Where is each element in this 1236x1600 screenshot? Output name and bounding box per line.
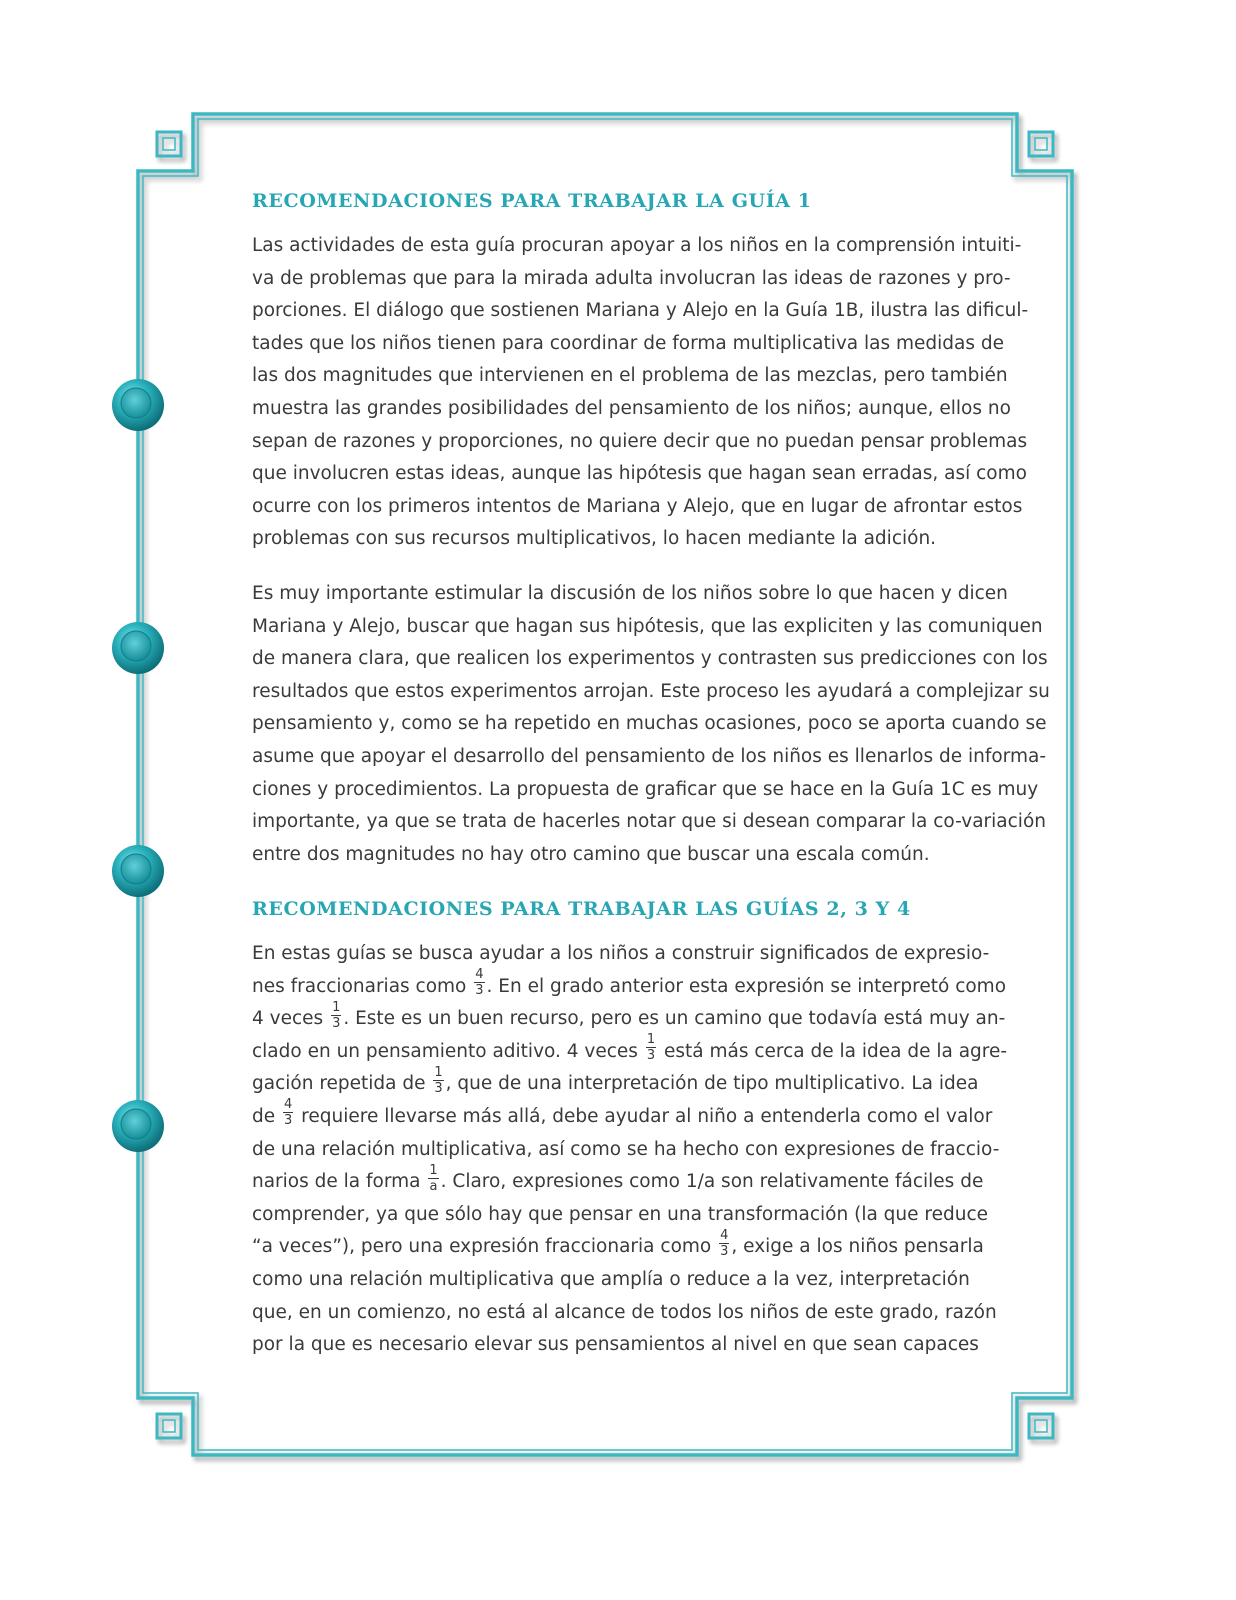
line-text: como una relación multiplicativa que amplía o reduce a la vez, interpretación <box>252 1268 970 1290</box>
text-line <box>252 1227 1032 1264</box>
line-text-after: , que de una interpretación de tipo multiplicativo. La idea <box>445 1073 979 1095</box>
text-line: sepan de razones y proporciones, no quiere decir que no puedan pensar problemas <box>252 430 1028 452</box>
text-line: Mariana y Alejo, buscar que hagan sus hipótesis, que las expliciten y las comuniquen <box>252 615 1043 637</box>
line-text-before: gación repetida de <box>252 1073 432 1095</box>
line-text-before: 4 veces <box>252 1008 330 1030</box>
line-text: por la que es necesario elevar sus pensamientos al nivel en que sean capaces <box>252 1334 979 1356</box>
line-text-before: clado en un pensamiento aditivo. 4 veces <box>252 1040 644 1062</box>
fraction-numerator: 4 <box>475 967 484 983</box>
text-line <box>252 1297 1032 1330</box>
fraction-numerator: 1 <box>332 999 341 1015</box>
text-line: tades que los niños tienen para coordinar de forma multiplicativa las medidas de <box>252 332 1005 354</box>
text-line: de manera clara, que realicen los experimentos y contrasten sus predicciones con los <box>252 648 1048 670</box>
fraction <box>331 1001 341 1030</box>
text-line: ciones y procedimientos. La propuesta de graficar que se hace en la Guía 1C es muy <box>252 778 1039 800</box>
section-1-paragraph-1 <box>252 230 1032 556</box>
text-line <box>252 1097 1032 1134</box>
text-line <box>252 1134 1032 1167</box>
line-text: En estas guías se busca ayudar a los niños a construir significados de expresio- <box>252 943 990 964</box>
section-2-paragraph <box>252 938 1032 1362</box>
fraction-denominator: 3 <box>475 983 484 999</box>
section-1-heading: RECOMENDACIONES PARA TRABAJAR LA GUÍA 1 <box>252 190 812 212</box>
text-line: entre dos magnitudes no hay otro camino que buscar una escala común. <box>252 843 930 865</box>
text-line: Las actividades de esta guía procuran apoyar a los niños en la comprensión intuiti- <box>252 235 1022 256</box>
bead-4-icon <box>112 1100 164 1152</box>
text-line <box>252 938 1032 971</box>
line-text-before: “a veces”), pero una expresión fraccionaria como <box>252 1236 718 1258</box>
fraction-denominator: 3 <box>332 1015 341 1031</box>
text-line <box>252 1264 1032 1297</box>
text-line <box>252 1064 1032 1101</box>
text-line: Es muy importante estimular la discusión de los niños sobre lo que hacen y dicen <box>252 583 1008 604</box>
line-text: comprender, ya que sólo hay que pensar en una transformación (la que reduce <box>252 1203 989 1225</box>
text-line: resultados que estos experimentos arrojan. Este proceso les ayudará a complejizar su <box>252 680 1050 702</box>
text-line <box>252 999 1032 1036</box>
fraction-numerator: 4 <box>720 1227 729 1243</box>
fraction-denominator: 3 <box>720 1243 729 1259</box>
text-line: asume que apoyar el desarrollo del pensamiento de los niños es llenarlos de informa- <box>252 745 1046 767</box>
bead-3-icon <box>112 845 164 897</box>
fraction <box>719 1229 729 1258</box>
text-line <box>252 967 1032 1004</box>
fraction-numerator: 1 <box>434 1064 443 1080</box>
line-text-before: nes fraccionarias como <box>252 975 473 997</box>
text-line: muestra las grandes posibilidades del pensamiento de los niños; aunque, ellos no <box>252 397 1011 419</box>
text-line: las dos magnitudes que intervienen en el problema de las mezclas, pero también <box>252 365 1008 387</box>
bead-1-icon <box>112 379 164 431</box>
text-line: porciones. El diálogo que sostienen Mariana y Alejo en la Guía 1B, ilustra las dificul- <box>252 300 1029 322</box>
text-line <box>252 1032 1032 1069</box>
line-text: que, en un comienzo, no está al alcance de todos los niños de este grado, razón <box>252 1301 997 1323</box>
line-text-after: . En el grado anterior esta expresión se interpretó como <box>486 975 1007 997</box>
text-line <box>252 1199 1032 1232</box>
fraction-numerator: 4 <box>284 1097 293 1113</box>
fraction-denominator: 3 <box>284 1113 293 1129</box>
line-text-after: requiere llevarse más allá, debe ayudar al niño a entenderla como el valor <box>295 1105 993 1127</box>
fraction-numerator: 1 <box>646 1032 656 1048</box>
fraction-numerator: 1 <box>429 1162 438 1178</box>
text-line: pensamiento y, como se ha repetido en muchas ocasiones, poco se aporta cuando se <box>252 713 1047 735</box>
line-text-before: narios de la forma <box>252 1171 427 1193</box>
text-line: va de problemas que para la mirada adulta involucran las ideas de razones y pro- <box>252 267 1011 289</box>
fraction <box>646 1033 656 1062</box>
text-line: problemas con sus recursos multiplicativos, lo hacen mediante la adición. <box>252 528 937 550</box>
fraction-denominator: 3 <box>646 1048 656 1064</box>
text-line <box>252 1329 1032 1362</box>
text-line: ocurre con los primeros intentos de Mariana y Alejo, que en lugar de afrontar estos <box>252 495 1023 517</box>
line-text-after: está más cerca de la idea de la agre- <box>658 1040 1008 1062</box>
line-text-after: , exige a los niños pensarla <box>731 1236 984 1258</box>
text-line: que involucren estas ideas, aunque las hipótesis que hagan sean erradas, así como <box>252 463 1027 485</box>
line-text-after: . Este es un buen recurso, pero es un camino que todavía está muy an- <box>343 1008 1006 1030</box>
line-text: de una relación multiplicativa, así como se ha hecho con expresiones de fraccio- <box>252 1138 1000 1160</box>
line-text-after: . Claro, expresiones como 1/a son relativamente fáciles de <box>440 1171 984 1193</box>
section-2-heading: RECOMENDACIONES PARA TRABAJAR LAS GUÍAS 2, 3 Y 4 <box>252 898 911 920</box>
fraction-denominator: a <box>429 1178 438 1194</box>
fraction <box>428 1164 438 1193</box>
section-1-paragraph-2 <box>252 578 1050 871</box>
fraction <box>474 968 484 997</box>
bead-2-icon <box>112 622 164 674</box>
fraction-denominator: 3 <box>434 1080 443 1096</box>
text-line <box>252 1162 1032 1199</box>
text-line: importante, ya que se trata de hacerles notar que si desean comparar la co-variación <box>252 811 1046 833</box>
fraction <box>283 1098 293 1127</box>
line-text-before: de <box>252 1105 282 1127</box>
fraction <box>433 1066 443 1095</box>
